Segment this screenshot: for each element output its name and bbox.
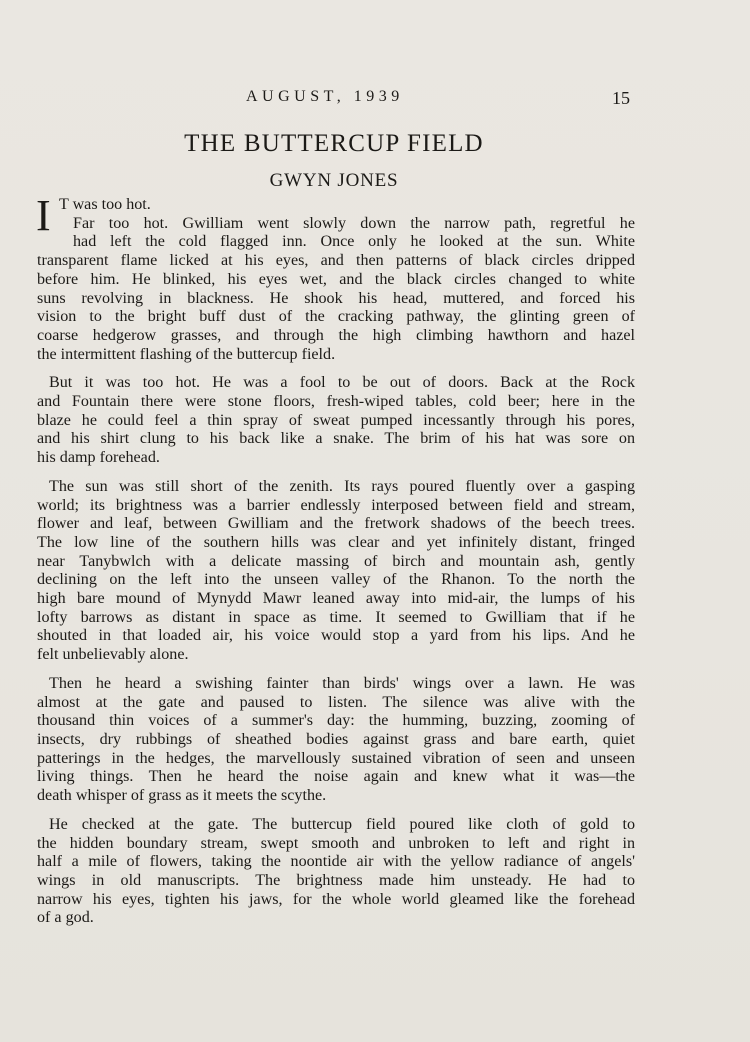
article-body [36, 191, 635, 938]
drop-cap: I [36, 191, 51, 240]
text-line: The sun was still short of the zenith. Its rays poured fluently over a gasping [49, 477, 635, 495]
text-line: vision to the bright buff dust of the cracking pathway, the glinting green of [37, 308, 635, 326]
text-line: high bare mound of Mynydd Mawr leaned away into mid-air, the lumps of his [37, 590, 635, 608]
text-line: shouted in that loaded air, his voice would stop a yard from his lips. And he [37, 627, 635, 645]
text-line: death whisper of grass as it meets the scythe. [37, 787, 327, 805]
text-line: patterings in the hedges, the marvellously sustained vibration of seen and unseen [37, 749, 635, 767]
text-line: and his shirt clung to his back like a snake. The brim of his hat was sore on [37, 430, 635, 448]
text-line: The low line of the southern hills was clear and yet infinitely distant, fringed [37, 533, 635, 551]
text-line: He checked at the gate. The buttercup field poured like cloth of gold to [49, 815, 635, 833]
text-line: lofty barrows as distant in space as time. It seemed to Gwilliam that if he [37, 608, 635, 626]
running-title: AUGUST, 1939 [246, 88, 404, 105]
page-number: 15 [612, 88, 630, 108]
text-line: half a mile of flowers, taking the noontide air with the yellow radiance of angels' [37, 853, 635, 871]
text-line: near Tanybwlch with a delicate massing of birch and mountain ash, gently [37, 552, 635, 570]
text-line: almost at the gate and paused to listen. The silence was alive with the [37, 693, 635, 711]
text-line: suns revolving in blackness. He shook his head, muttered, and forced his [37, 289, 635, 307]
text-line: the hidden boundary stream, swept smooth and unbroken to left and right in [37, 834, 635, 852]
text-line: felt unbelievably alone. [37, 646, 189, 664]
text-line: transparent flame licked at his eyes, and then patterns of black circles dripped [37, 252, 635, 270]
paragraph-5 [37, 816, 635, 928]
text-line: But it was too hot. He was a fool to be out of doors. Back at the Rock [49, 374, 635, 392]
text-line: insects, dry rubbings of sheathed bodies against grass and bare earth, quiet [37, 730, 635, 748]
paragraph-2 [37, 374, 635, 468]
text-line: wings in old manuscripts. The brightness made him unsteady. He had to [37, 871, 635, 889]
paragraph-4 [37, 675, 635, 806]
text-line: had left the cold flagged inn. Once only he looked at the sun. White [73, 233, 635, 251]
article-author: GWYN JONES [269, 170, 399, 191]
text-line: before him. He blinked, his eyes wet, and the black circles changed to white [37, 270, 635, 288]
article-title: THE BUTTERCUP FIELD [184, 130, 484, 157]
text-line: flower and leaf, between Gwilliam and the fretwork shadows of the beech trees. [37, 515, 635, 533]
text-line: the intermittent flashing of the buttercup field. [37, 345, 336, 363]
text-line: T was too hot. [59, 196, 151, 213]
text-line: and Fountain there were stone floors, fresh-wiped tables, cold beer; here in the [37, 393, 635, 411]
text-line: living things. Then he heard the noise again and knew what it was—the [37, 768, 635, 786]
text-line: of a god. [37, 909, 94, 927]
running-head [0, 88, 750, 108]
text-line: his damp forehead. [37, 449, 160, 467]
paragraph-1 [36, 191, 635, 364]
text-line: Far too hot. Gwilliam went slowly down the narrow path, regretful he [73, 214, 635, 232]
text-line: coarse hedgerow grasses, and through the high climbing hawthorn and hazel [37, 326, 635, 344]
text-line: declining on the left into the unseen valley of the Rhanon. To the north the [37, 571, 635, 589]
text-line: world; its brightness was a barrier endlessly interposed between field and stream, [37, 496, 635, 514]
text-line: narrow his eyes, tighten his jaws, for the whole world gleamed like the forehead [37, 890, 635, 908]
text-line: blaze he could feel a thin spray of sweat pumped incessantly through his pores, [37, 411, 635, 429]
paragraph-3 [37, 478, 635, 665]
text-line: Then he heard a swishing fainter than birds' wings over a lawn. He was [49, 674, 635, 692]
text-line: thousand thin voices of a summer's day: the humming, buzzing, zooming of [37, 712, 635, 730]
